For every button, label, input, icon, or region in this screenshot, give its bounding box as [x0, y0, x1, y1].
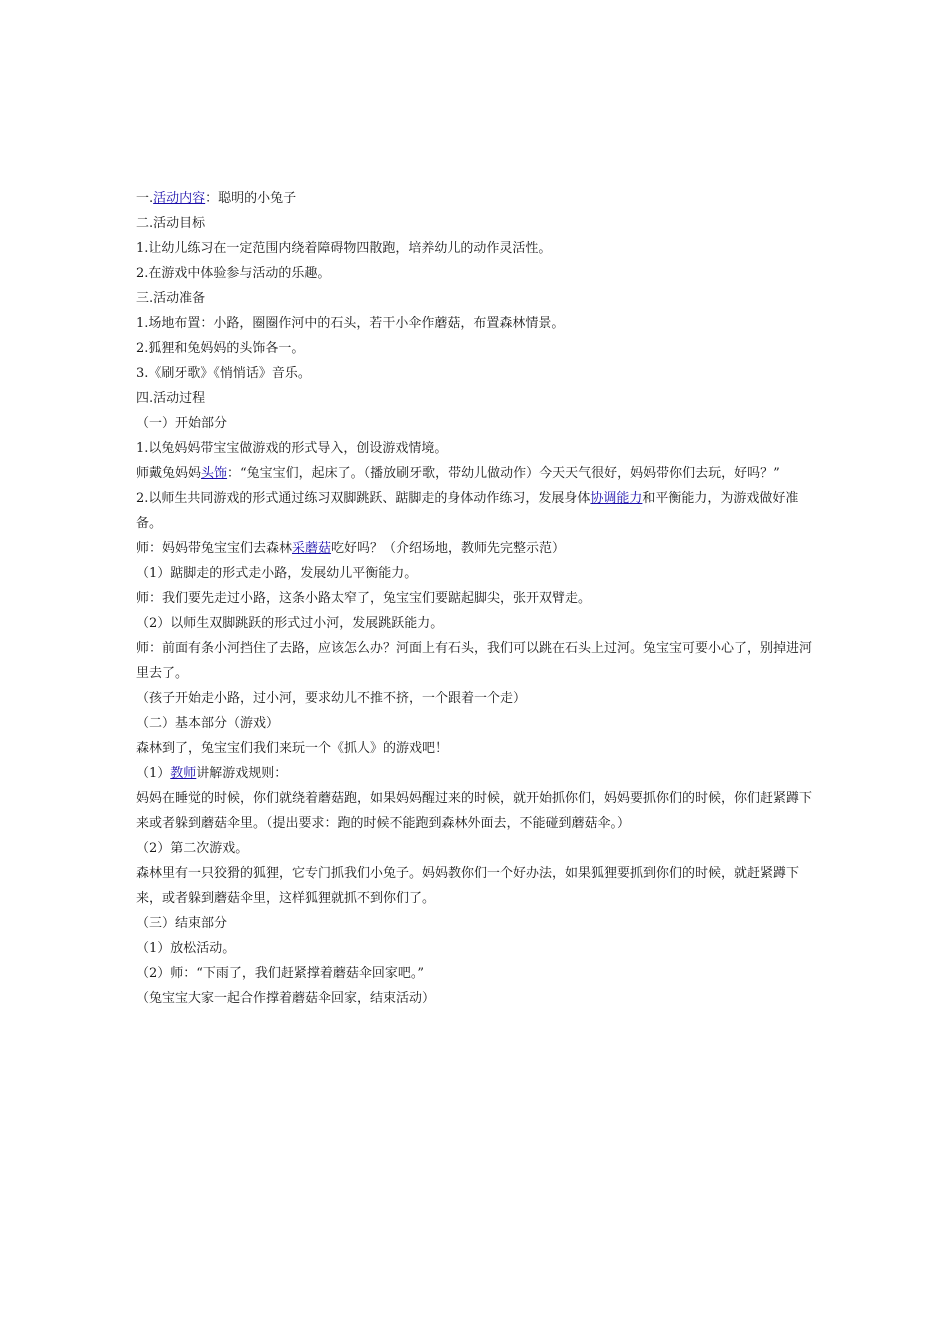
paragraph: 森林里有一只狡猾的狐狸，它专门抓我们小兔子。妈妈教你们一个好办法，如果狐狸要抓到你们的时候，就赶紧蹲下来，或者躲到蘑菇伞里，这样狐狸就抓不到你们了。 [136, 866, 800, 906]
activity-content-line [136, 186, 818, 211]
link-mushroom-picking[interactable]: 采蘑菇 [292, 541, 332, 556]
text: ：聪明的小兔子 [205, 191, 297, 206]
paragraph: 森林到了，兔宝宝们我们来玩一个《抓人》的游戏吧！ [136, 741, 449, 756]
paragraph: 3.《刷牙歌》《悄悄话》音乐。 [136, 366, 311, 381]
text: 2.以师生共同游戏的形式通过练习双脚跳跃、踮脚走的身体动作练习，发展身体 [136, 491, 591, 506]
paragraph: （2）师：“下雨了，我们赶紧撑着蘑菇伞回家吧。” [136, 966, 425, 981]
document-body [136, 186, 818, 1011]
link-teacher[interactable]: 教师 [170, 766, 197, 781]
text: 讲解游戏规则： [196, 766, 288, 781]
subsection-heading: （一）开始部分 [136, 416, 228, 431]
paragraph: （2）第二次游戏。 [136, 841, 249, 856]
paragraph: （1）放松活动。 [136, 941, 236, 956]
text: 师戴兔妈妈 [136, 466, 202, 481]
section-heading-process: 四.活动过程 [136, 391, 206, 406]
paragraph: 1.让幼儿练习在一定范围内绕着障碍物四散跑，培养幼儿的动作灵活性。 [136, 241, 552, 256]
paragraph: 师：前面有条小河挡住了去路，应该怎么办？河面上有石头，我们可以跳在石头上过河。兔宝宝可要小心了，别掉进河里去了。 [136, 641, 813, 681]
paragraph [136, 486, 818, 536]
paragraph: （孩子开始走小路，过小河，要求幼儿不推不挤，一个跟着一个走） [136, 691, 527, 706]
paragraph: 1.以兔妈妈带宝宝做游戏的形式导入，创设游戏情境。 [136, 441, 448, 456]
text: 和平衡能力，为游戏做好准备。 [136, 491, 799, 531]
text: ：“兔宝宝们，起床了。（播放刷牙歌，带幼儿做动作）今天天气很好，妈妈带你们去玩，好吗？” [227, 466, 780, 481]
paragraph: （2）以师生双脚跳跃的形式过小河，发展跳跃能力。 [136, 616, 444, 631]
subsection-heading: （二）基本部分（游戏） [136, 716, 280, 731]
paragraph [136, 761, 818, 786]
text: 一. [136, 191, 154, 206]
link-activity-content[interactable]: 活动内容 [153, 191, 206, 206]
paragraph [136, 536, 818, 561]
paragraph: 2.狐狸和兔妈妈的头饰各一。 [136, 341, 305, 356]
paragraph [136, 461, 818, 486]
section-heading-preparation: 三.活动准备 [136, 291, 206, 306]
paragraph: 妈妈在睡觉的时候，你们就绕着蘑菇跑，如果妈妈醒过来的时候，就开始抓你们，妈妈要抓你们的时候，你们赶紧蹲下来或者躲到蘑菇伞里。（提出要求：跑的时候不能跑到森林外面去，不能碰到蘑菇伞。） [136, 791, 813, 831]
section-heading-goals: 二.活动目标 [136, 216, 206, 231]
paragraph: 1.场地布置：小路，圈圈作河中的石头，若干小伞作蘑菇，布置森林情景。 [136, 316, 565, 331]
subsection-heading: （三）结束部分 [136, 916, 228, 931]
paragraph: 2.在游戏中体验参与活动的乐趣。 [136, 266, 331, 281]
text: 吃好吗？（介绍场地，教师先完整示范） [331, 541, 566, 556]
paragraph: （1）踮脚走的形式走小路，发展幼儿平衡能力。 [136, 566, 418, 581]
link-headwear[interactable]: 头饰 [201, 466, 228, 481]
text: （1） [136, 766, 171, 781]
paragraph: （兔宝宝大家一起合作撑着蘑菇伞回家，结束活动） [136, 991, 436, 1006]
text: 师：妈妈带兔宝宝们去森林 [136, 541, 293, 556]
paragraph: 师：我们要先走过小路，这条小路太窄了，兔宝宝们要踮起脚尖，张开双臂走。 [136, 591, 592, 606]
link-coordination[interactable]: 协调能力 [590, 491, 643, 506]
